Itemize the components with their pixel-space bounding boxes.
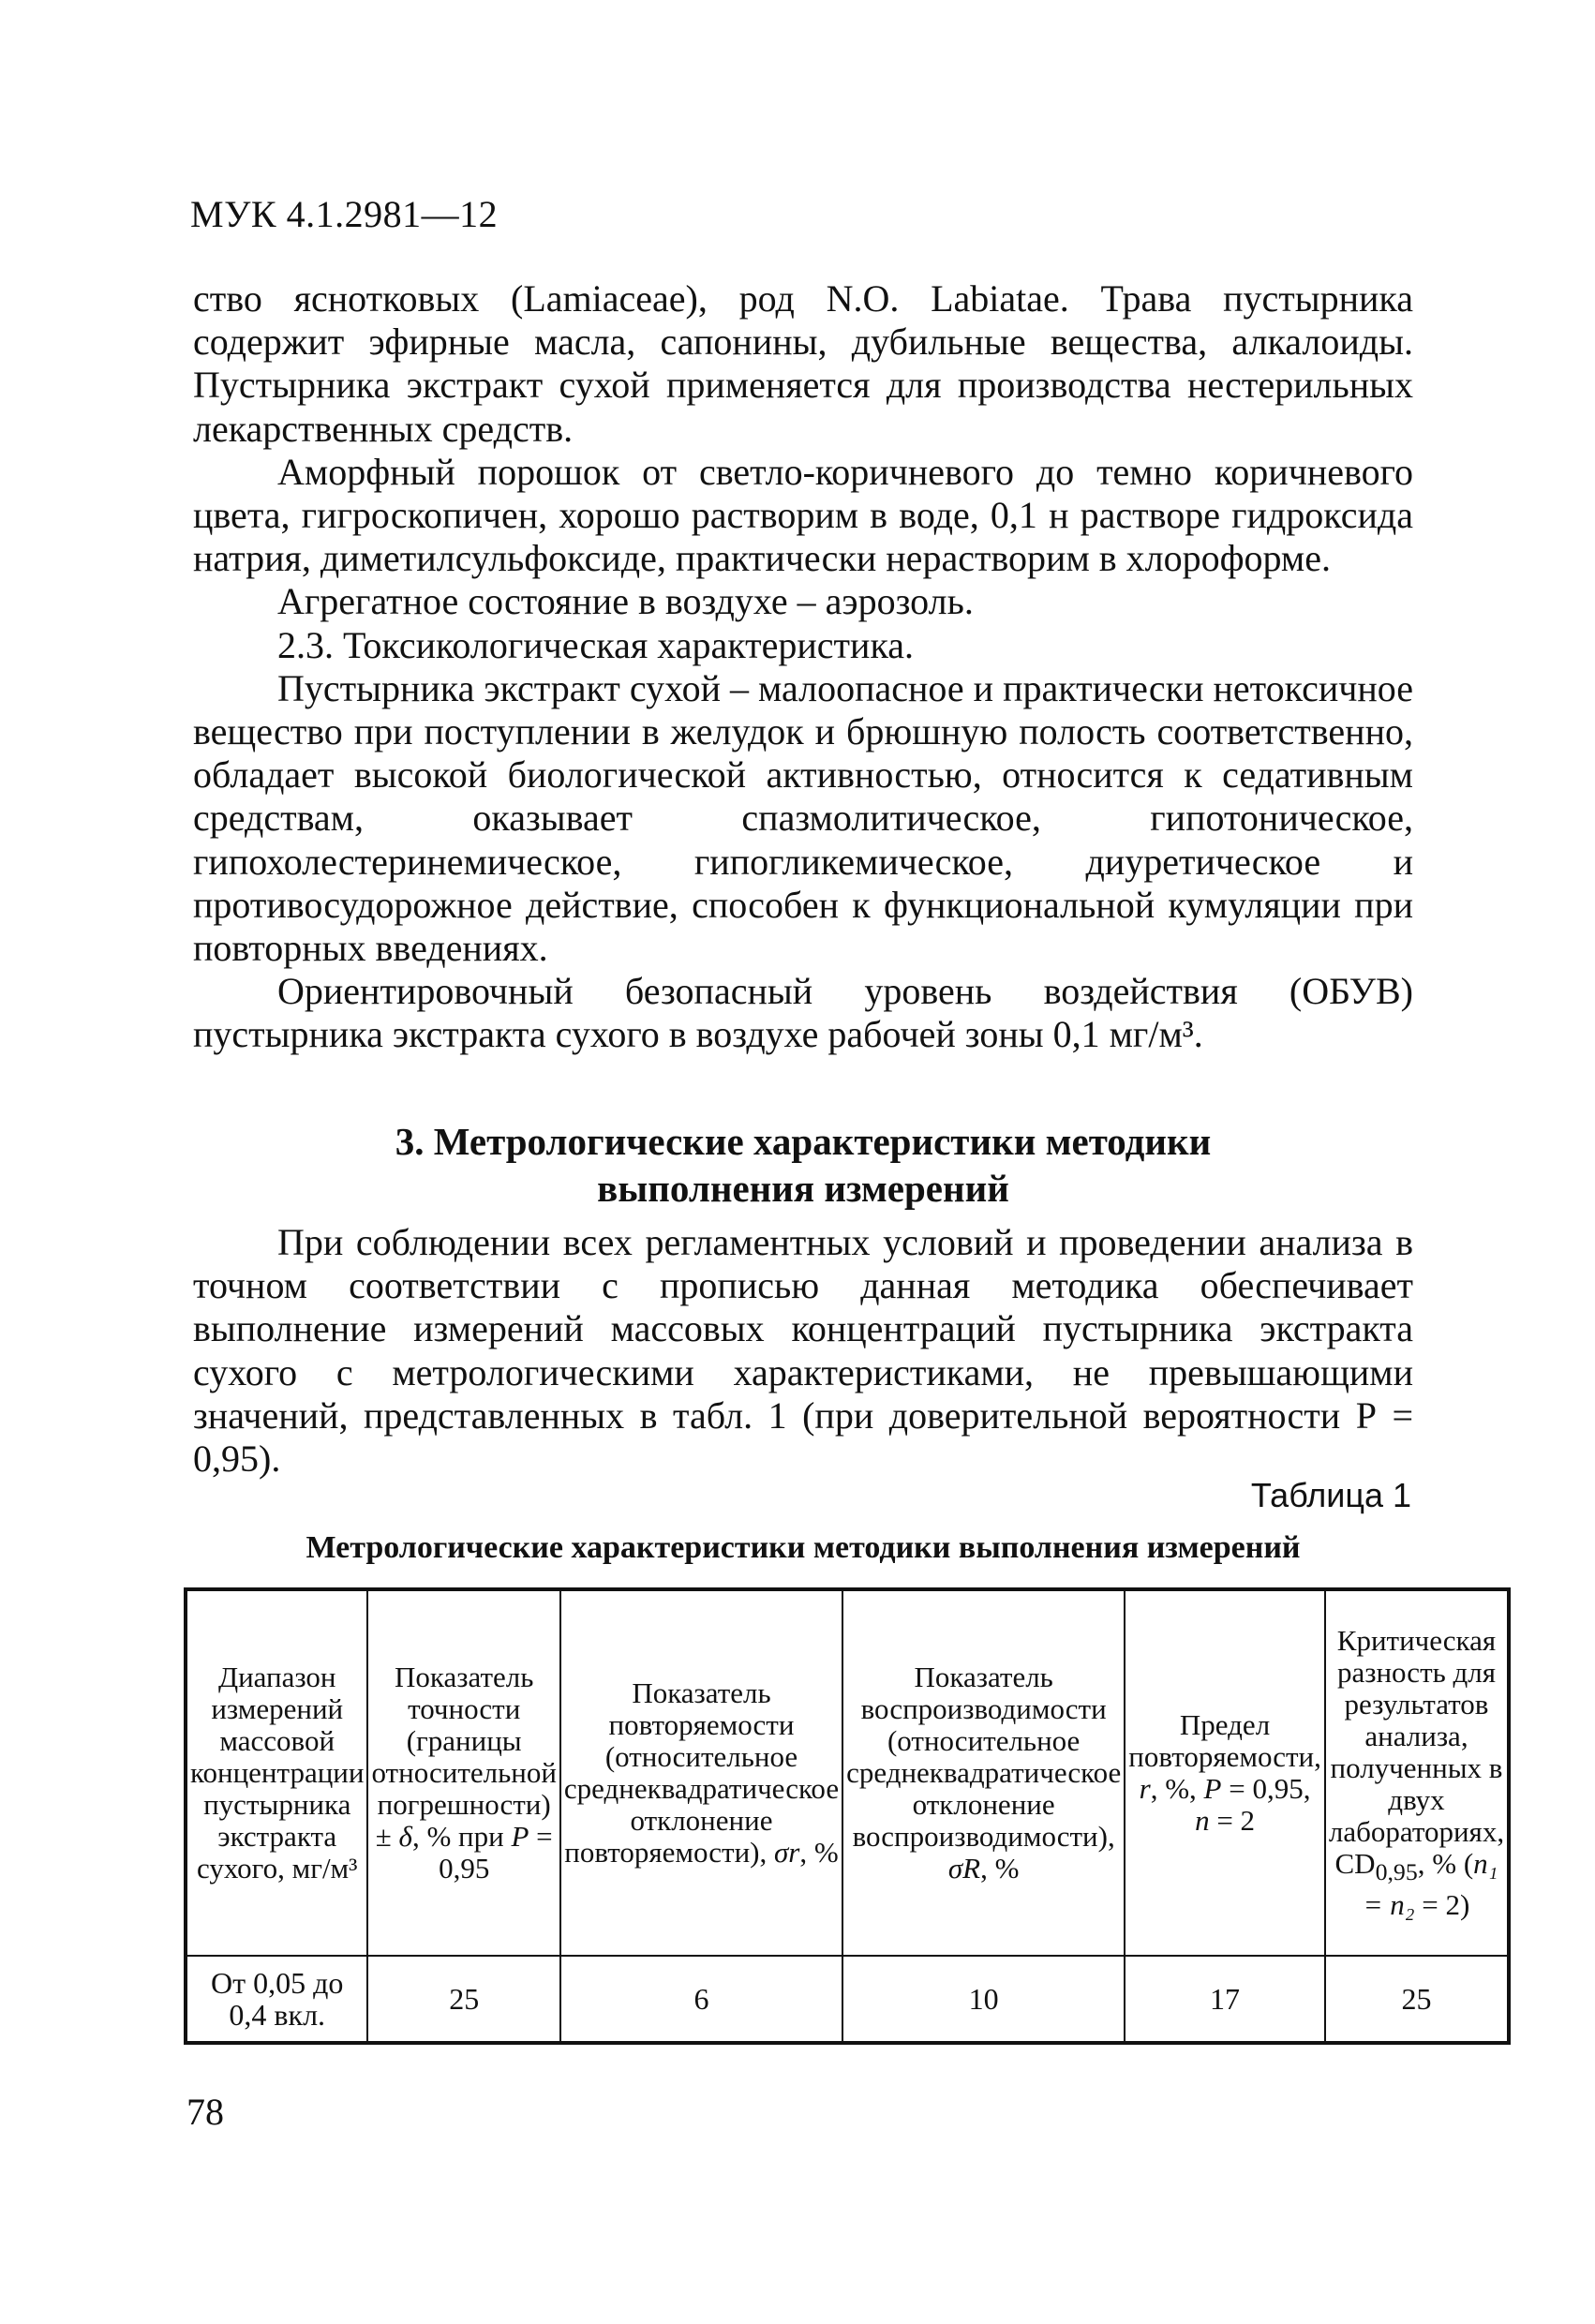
- section-heading-line1: 3. Метрологические характеристики методики: [395, 1120, 1212, 1163]
- header-repeatability: Показатель повторяемости (относительное среднеквадратическое отклонение повторяемости), σr, %: [560, 1589, 842, 1956]
- section-heading-line2: выполнения измерений: [597, 1167, 1009, 1210]
- header-accuracy: Показатель точности (границы относительной погрешности) ± δ, % при P = 0,95: [367, 1589, 559, 1956]
- metrology-table: [184, 1587, 1511, 2045]
- running-head: МУК 4.1.2981—12: [190, 193, 499, 235]
- header-reproducibility: Показатель воспроизводимости (относительное среднеквадратическое отклонение воспроизводимости), σR, %: [842, 1589, 1125, 1956]
- table-header-row: [186, 1589, 1509, 1956]
- cell-critical-diff: 25: [1325, 1956, 1509, 2043]
- cell-range: От 0,05 до 0,4 вкл.: [186, 1956, 367, 2043]
- cell-repeat-limit: 17: [1125, 1956, 1325, 2043]
- paragraph: ство яснотковых (Lamiaceae), род N.O. Labiatae. Трава пустырника содержит эфирные масла, сапонины, дубильные вещества, алкалоиды. Пустырника экстракт сухой применяется для производства нестерильных лекарственных средств.: [193, 277, 1413, 450]
- page-number: 78: [186, 2091, 224, 2133]
- cell-reproducibility: 10: [842, 1956, 1125, 2043]
- cell-accuracy: 25: [367, 1956, 559, 2043]
- header-range: Диапазон измерений массовой концентрации пустырника экстракта сухого, мг/м³: [186, 1589, 367, 1956]
- section-body: [193, 1221, 1413, 1481]
- paragraph: Агрегатное состояние в воздухе – аэрозоль.: [277, 580, 974, 623]
- table-row: [186, 1956, 1509, 2043]
- header-critical-diff: Критическая разность для результатов анализа, полученных в двух лабораториях, $CD_{0,95}$, % (n₁ = n₂ = 2): [1325, 1589, 1509, 1956]
- paragraph: Пустырника экстракт сухой – малоопасное и практически нетоксичное вещество при поступлении в желудок и брюшную полость соответственно, обладает высокой биологической активностью, относится к седативным средствам, оказывает спазмолитическое, гипотоническое, гипохолестеринемическое, гипогликемическое, диуретическое и противосудорожное действие, способен к функциональной кумуляции при повторных введениях.: [193, 666, 1413, 970]
- table-caption: Метрологические характеристики методики выполнения измерений: [306, 1530, 1301, 1565]
- cell-repeatability: 6: [560, 1956, 842, 2043]
- header-repeat-limit: Предел повторяемости, r, %, P = 0,95, n = 2: [1125, 1589, 1325, 1956]
- table-label: Таблица 1: [1250, 1476, 1411, 1514]
- paragraph: Ориентировочный безопасный уровень воздействия (ОБУВ) пустырника экстракта сухого в воздухе рабочей зоны 0,1 мг/м³.: [193, 970, 1413, 1056]
- subsection-title: 2.3. Токсикологическая характеристика.: [277, 623, 915, 666]
- paragraph: Аморфный порошок от светло-коричневого до темно коричневого цвета, гигроскопичен, хорошо растворим в воде, 0,1 н растворе гидроксида натрия, диметилсульфоксиде, практически нерастворим в хлороформе.: [193, 450, 1413, 580]
- body-text: [193, 277, 1413, 1057]
- paragraph: При соблюдении всех регламентных условий и проведении анализа в точном соответствии с прописью данная методика обеспечивает выполнение измерений массовых концентраций пустырника экстракта сухого с метрологическими характеристиками, не превышающими значений, представленных в табл. 1 (при доверительной вероятности Р = 0,95).: [193, 1221, 1413, 1481]
- section-heading: [193, 1118, 1413, 1212]
